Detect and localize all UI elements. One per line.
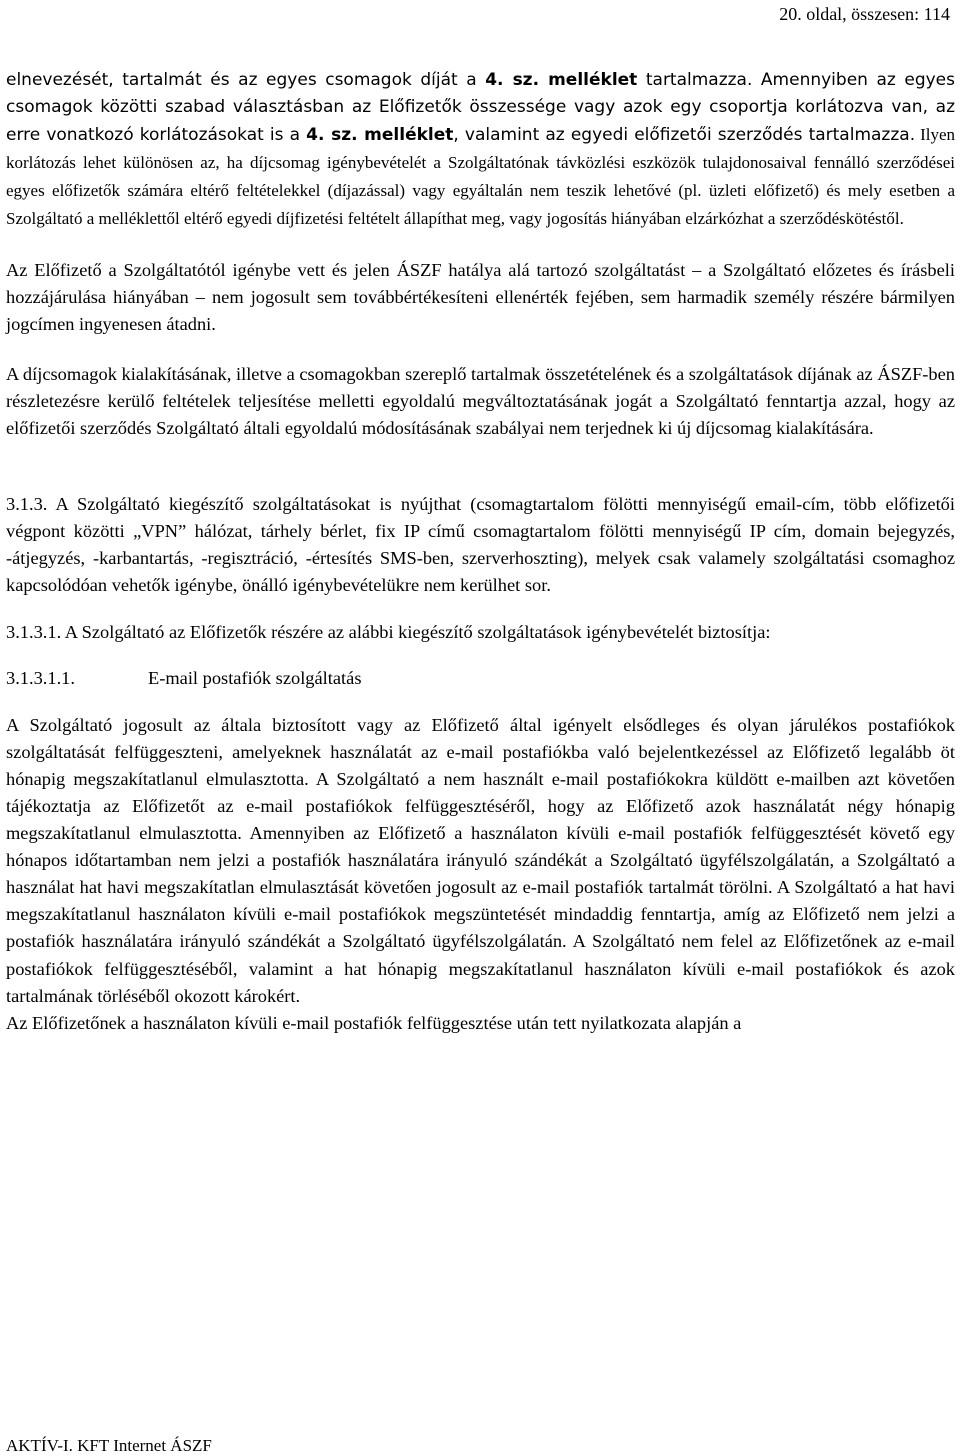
- paragraph-text: elnevezését, tartalmát és az egyes csomagok díját a: [6, 70, 486, 90]
- paragraph-mailbox-suspension: A Szolgáltató jogosult az általa biztosított vagy az Előfizető által igényelt elsődleges és olyan járulékos postafiókok szolgáltatását felfüggeszteni, amelyeknek használatát az e-mail postafiókba való bejelentkezéssel az Előfizető legalább öt hónapig megszakítatlanul elmulasztotta. A Szolgáltató a nem használt e-mail postafiókokra küldött e-mailben azt követően tájékoztatja az Előfizetőt az e-mail postafiókok felfüggesztéséről, hogy az Előfizető azok használatát négy hónapig megszakítatlanul elmulasztotta. Amennyiben az Előfizető a használaton kívüli e-mail postafiók felfüggesztését követő egy hónapos időtartamban nem jelzi a postafiók használatára irányuló szándékát a Szolgáltató ügyfélszolgálatán, a Szolgáltató a használat hat havi megszakítatlan elmulasztását követően jogosult az e-mail postafiók tartalmát törölni. A Szolgáltató a hat havi megszakítatlanul használaton kívüli e-mail postafiókok megszüntetését mindaddig fenntartja, amíg az Előfizető nem jelzi a postafiók használatára irányuló szándékát a Szolgáltató ügyfélszolgálatán. A Szolgáltató nem felel az Előfizetőnek az e-mail postafiókok felfüggesztéséből, valamint a hat hónapig megszakítatlanul használaton kívüli e-mail postafiókok és azok tartalmának törléséből okozott károkért.: [6, 714, 955, 1006]
- paragraph-package-modification: A díjcsomagok kialakításának, illetve a csomagokban szereplő tartalmak összetételének és a szolgáltatások díjának az ÁSZF-ben részletezésre kerülő feltételek teljesítése melletti egyoldalú megváltoztatásának jogát a Szolgáltató fenntartja azzal, hogy az előfizetői szerződés Szolgáltató általi egyoldalú módosításának szabályai nem terjednek ki új díjcsomag kialakítására.: [6, 363, 955, 439]
- paragraph-text: Ilyen korlátozás lehet különösen az, ha díjcsomag igénybevételét a Szolgáltatónak távközlési eszközök tulajdonosaival fennálló szerződései egyes előfizetők számára eltérő feltételekkel (díjazással) vagy egyáltalán nem teszik lehetővé (pl. üzleti előfizető) és mely esetben a Szolgáltató a melléklettől eltérő egyedi díjfizetési feltételt állapíthat meg, vagy jogosítás hiányában elzárkózhat a szerződéskötéstől.: [6, 125, 955, 229]
- paragraph-subscription-packages: [6, 67, 955, 234]
- annex-reference: 4. sz. melléklet: [306, 125, 454, 146]
- paragraph-subscriber-statement: Az Előfizetőnek a használaton kívüli e-mail postafiók felfüggesztése után tett nyilatkozata alapján a: [6, 1012, 742, 1033]
- paragraph-text: , valamint az egyedi előfizetői szerződés tartalmazza.: [453, 125, 916, 146]
- document-body: [6, 67, 955, 1037]
- paragraph-text: tartalmazza. Amennyiben az egyes csomagok közötti szabad választásban az Előfizetők összessége vagy azok egy csoportja korlátozva van, az erre vonatkozó korlátozásokat is a: [6, 70, 955, 146]
- paragraph-resale-prohibition: Az Előfizető a Szolgáltatótól igénybe vett és jelen ÁSZF hatálya alá tartozó szolgáltatást – a Szolgáltató előzetes és írásbeli hozzájárulása hiányában – nem jogosult sem továbbértékesíteni ellenérték fejében, sem harmadik személy részére bármilyen jogcímen ingyenesen átadni.: [6, 259, 955, 334]
- annex-reference: 4. sz. melléklet: [485, 70, 638, 90]
- page-counter: 20. oldal, összesen: 114: [779, 4, 950, 24]
- section-heading-email: [6, 665, 955, 692]
- paragraph-section-3-1-3: 3.1.3. A Szolgáltató kiegészítő szolgáltatásokat is nyújthat (csomagtartalom fölötti mennyiségű email-cím, több előfizetői végpont közötti „VPN” hálózat, tárhely bérlet, fix IP című csomagtartalom fölötti mennyiségű IP cím, domain bejegyzés, -átjegyzés, -karbantartás, -regisztráció, -értesítés SMS-ben, szerverhoszting), melyek csak valamely szolgáltatási csomaghoz kapcsolódóan vehetők igénybe, önálló igénybevételükre nem kerülhet sor.: [6, 494, 955, 596]
- paragraph-section-3-1-3-1: 3.1.3.1. A Szolgáltató az Előfizetők részére az alábbi kiegészítő szolgáltatások igénybevételét biztosítja:: [6, 621, 771, 642]
- section-title: E-mail postafiók szolgáltatás: [148, 667, 362, 688]
- document-footer: AKTÍV-I. KFT Internet ÁSZF: [6, 1436, 212, 1455]
- section-number: 3.1.3.1.1.: [6, 667, 75, 688]
